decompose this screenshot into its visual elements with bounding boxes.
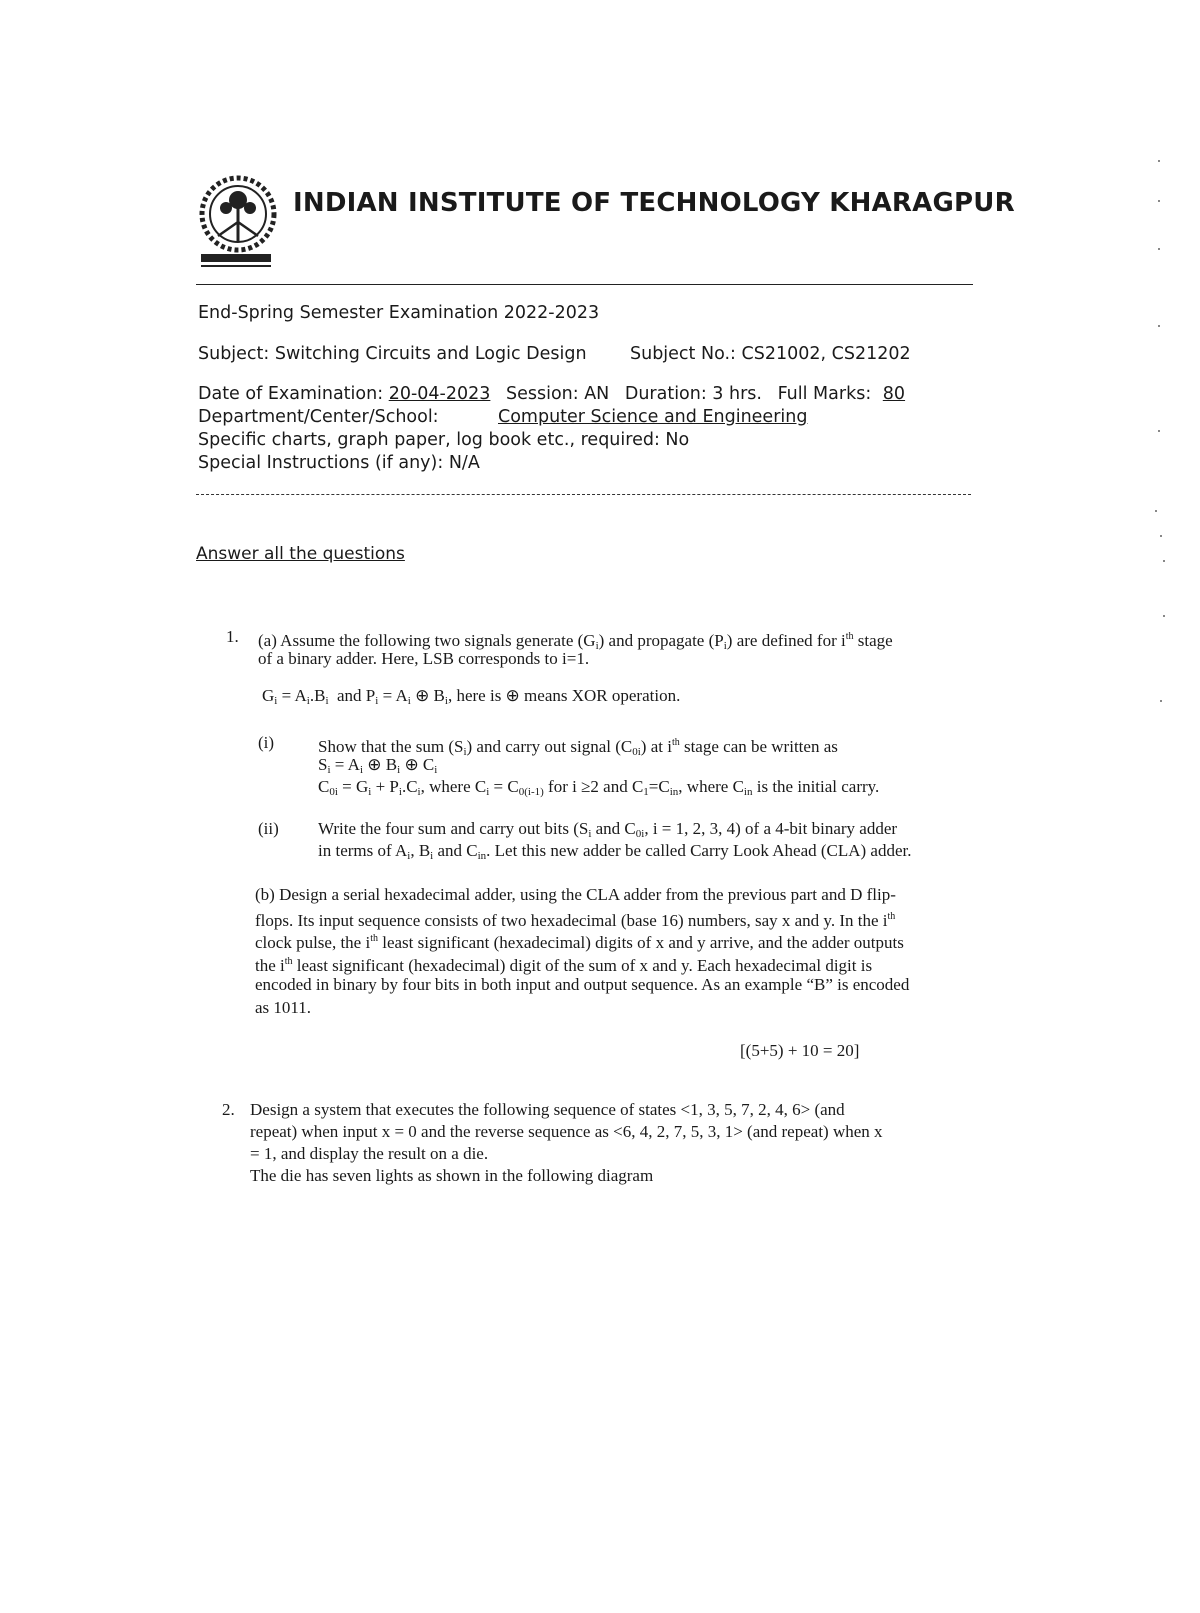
scan-mark <box>1158 160 1160 162</box>
scan-mark <box>1163 560 1165 562</box>
scan-mark <box>1158 325 1160 327</box>
q2-line2: repeat) when input x = 0 and the reverse sequence as <6, 4, 2, 7, 5, 3, 1> (and repeat) when x <box>250 1122 883 1141</box>
q1b-line5: encoded in binary by four bits in both input and output sequence. As an example “B” is encoded <box>255 975 910 994</box>
charts-required: Specific charts, graph paper, log book etc., required: No <box>198 430 690 450</box>
q1b-line2: flops. Its input sequence consists of two hexadecimal (base 16) numbers, say x and y. In the $i^{th}$ <box>255 911 896 930</box>
header-dashed-divider <box>196 494 971 495</box>
q2-line3: = 1, and display the result on a die. <box>250 1144 489 1163</box>
scan-mark <box>1163 615 1165 617</box>
q1-part-ii-label: (ii) <box>258 819 279 838</box>
department: Computer Science and Engineering <box>498 407 808 427</box>
session: Session: AN <box>505 384 610 404</box>
scan-mark <box>1160 535 1162 537</box>
q2-line1: Design a system that executes the following sequence of states <1, 3, 5, 7, 2, 4, 6> (and <box>250 1100 845 1119</box>
marks-label: Full Marks: <box>777 384 872 404</box>
institute-name: INDIAN INSTITUTE OF TECHNOLOGY KHARAGPUR <box>293 188 1015 218</box>
scan-mark <box>1158 430 1160 432</box>
q1-marks: [(5+5) + 10 = 20] <box>740 1041 860 1060</box>
q1-equations: $G_i = A_i.B_i$ and $P_i = A_i$ ⊕ $B_i$, here is ⊕ means XOR operation. <box>262 686 681 707</box>
header-divider <box>196 284 973 285</box>
q1-part-ii-line1: Write the four sum and carry out bits ($S_i$ and $C_{0i}$, i = 1, 2, 3, 4) of a 4-bit binary adder <box>318 819 898 840</box>
q1-part-i-label: (i) <box>258 733 275 752</box>
iit-kgp-logo <box>196 172 286 272</box>
q1-part-ii-line2: in terms of $A_i$, $B_i$ and $C_{in}$. Let this new adder be called Carry Look Ahead (CLA) adder. <box>318 841 912 862</box>
scan-mark <box>1158 200 1160 202</box>
date-label: Date of Examination: <box>198 384 384 404</box>
exam-date: 20-04-2023 <box>388 384 491 404</box>
q1-sum-equation: $S_i = A_i$ ⊕ $B_i$ ⊕ $C_i$ <box>318 755 438 776</box>
q1a-line2: of a binary adder. Here, LSB corresponds to i=1. <box>258 649 590 668</box>
special-instructions: Special Instructions (if any): N/A <box>198 453 480 473</box>
q1b-line6: as 1011. <box>255 998 312 1017</box>
scan-mark <box>1158 248 1160 250</box>
exam-title: End-Spring Semester Examination 2022-2023 <box>198 303 600 323</box>
q1a-line1: (a) Assume the following two signals generate $(G_i)$ and propagate $(P_i)$ are defined for $i^{th}$ stage <box>258 631 893 652</box>
q2-line4: The die has seven lights as shown in the following diagram <box>250 1166 654 1185</box>
exam-date-row <box>198 384 905 404</box>
subject: Subject: Switching Circuits and Logic Design <box>198 344 587 364</box>
subject-number: Subject No.: CS21002, CS21202 <box>630 344 911 364</box>
q1-number: 1. <box>226 627 239 646</box>
q1-part-i-line1: Show that the sum $(S_i)$ and carry out signal $(C_{0i})$ at $i^{th}$ stage can be written as <box>318 737 838 758</box>
duration: Duration: 3 hrs. <box>624 384 762 404</box>
instruction: Answer all the questions <box>196 544 405 564</box>
full-marks: 80 <box>882 384 906 404</box>
q1b-line1: (b) Design a serial hexadecimal adder, using the CLA adder from the previous part and D flip- <box>255 885 896 904</box>
q1b-line4: the $i^{th}$ least significant (hexadecimal) digit of the sum of x and y. Each hexadecimal digit is <box>255 956 873 975</box>
q1b-line3: clock pulse, the $i^{th}$ least significant (hexadecimal) digits of x and y arrive, and the adder outputs <box>255 933 904 952</box>
q1-carry-equation: $C_{0i} = G_i + P_i.C_i$, where $C_i = C_{0(i-1)}$ for i ≥2 and $C_1=C_{in}$, where $C_{in}$ is the initial carry. <box>318 777 880 798</box>
q2-number: 2. <box>222 1100 235 1119</box>
department-label: Department/Center/School: <box>198 407 439 427</box>
scan-mark <box>1155 510 1157 512</box>
scan-mark <box>1160 700 1162 702</box>
